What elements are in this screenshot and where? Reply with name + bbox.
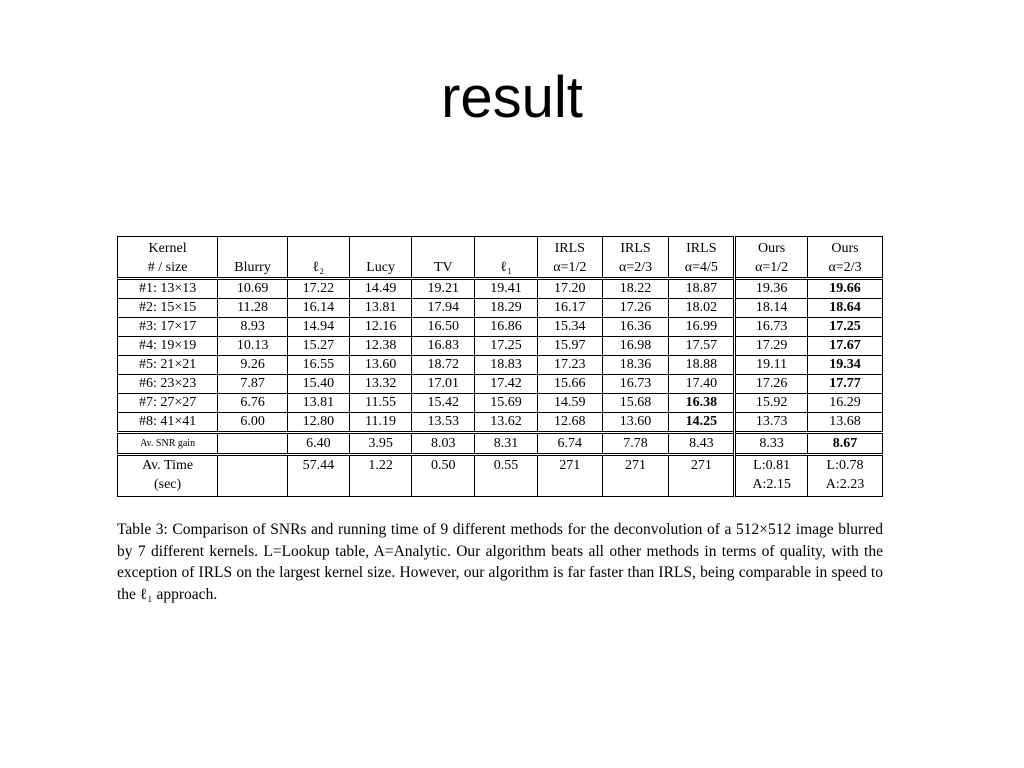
table-cell: 16.73 <box>735 318 808 337</box>
table-cell: 17.23 <box>537 356 602 375</box>
table-cell: 16.55 <box>287 356 349 375</box>
kernel-cell: #6: 23×23 <box>118 375 218 394</box>
table-cell: 16.17 <box>537 299 602 318</box>
table-cell: 13.73 <box>735 413 808 433</box>
kernel-cell: #3: 17×17 <box>118 318 218 337</box>
table-cell: 18.83 <box>475 356 538 375</box>
kernel-cell: #4: 19×19 <box>118 337 218 356</box>
table-cell: 18.02 <box>669 299 735 318</box>
table-cell: 17.29 <box>735 337 808 356</box>
table-cell: 1.22 <box>349 455 412 497</box>
table-cell: 17.94 <box>412 299 475 318</box>
table-row <box>118 337 883 356</box>
snr-gain-row <box>118 433 883 455</box>
table-cell: 14.49 <box>349 279 412 299</box>
kernel-cell: #5: 21×21 <box>118 356 218 375</box>
table-cell: 17.40 <box>669 375 735 394</box>
results-table <box>117 236 883 497</box>
table-cell: 16.98 <box>602 337 669 356</box>
header-kernel: Kernel # / size <box>118 237 218 279</box>
table-cell: 3.95 <box>349 433 412 455</box>
snr-gain-label: Av. SNR gain <box>118 433 218 455</box>
table-cell: 16.29 <box>808 394 883 413</box>
table-cell: 18.29 <box>475 299 538 318</box>
table-cell: 17.67 <box>808 337 883 356</box>
header-ours-two-thirds: Ours α=2/3 <box>808 237 883 279</box>
table-cell: 17.57 <box>669 337 735 356</box>
table-cell: 13.81 <box>349 299 412 318</box>
table-cell: 16.38 <box>669 394 735 413</box>
header-l2: ℓ₂ <box>287 237 349 279</box>
table-cell: 17.25 <box>808 318 883 337</box>
header-l1: ℓ₁ <box>475 237 538 279</box>
table-cell: 271 <box>669 455 735 497</box>
table-cell: 13.53 <box>412 413 475 433</box>
table-cell: 57.44 <box>287 455 349 497</box>
table-cell: 10.69 <box>218 279 288 299</box>
table-cell: 17.20 <box>537 279 602 299</box>
kernel-cell: #7: 27×27 <box>118 394 218 413</box>
table-cell: 15.40 <box>287 375 349 394</box>
table-cell: 16.86 <box>475 318 538 337</box>
table-cell: 12.38 <box>349 337 412 356</box>
table-cell: L:0.81 A:2.15 <box>735 455 808 497</box>
avg-time-label: Av. Time (sec) <box>118 455 218 497</box>
table-cell: 19.21 <box>412 279 475 299</box>
table-cell: 14.25 <box>669 413 735 433</box>
table-cell: 12.68 <box>537 413 602 433</box>
table-cell: 15.42 <box>412 394 475 413</box>
table-row <box>118 356 883 375</box>
table-cell: 15.66 <box>537 375 602 394</box>
table-cell: 16.99 <box>669 318 735 337</box>
table-cell: 18.36 <box>602 356 669 375</box>
table-cell: 18.88 <box>669 356 735 375</box>
table-cell: 8.31 <box>475 433 538 455</box>
table-body <box>118 279 883 433</box>
table-row <box>118 299 883 318</box>
table-cell: 19.11 <box>735 356 808 375</box>
table-cell: 8.43 <box>669 433 735 455</box>
table-cell: 271 <box>602 455 669 497</box>
table-cell: 16.50 <box>412 318 475 337</box>
table-cell: 17.25 <box>475 337 538 356</box>
table-cell: 18.64 <box>808 299 883 318</box>
table-row <box>118 279 883 299</box>
table-cell: 15.69 <box>475 394 538 413</box>
table-cell: 18.22 <box>602 279 669 299</box>
table-cell: 7.78 <box>602 433 669 455</box>
table-cell: 15.27 <box>287 337 349 356</box>
table-cell: 6.00 <box>218 413 288 433</box>
table-cell: 8.33 <box>735 433 808 455</box>
header-lucy: Lucy <box>349 237 412 279</box>
header-ours-half: Ours α=1/2 <box>735 237 808 279</box>
table-cell: 12.16 <box>349 318 412 337</box>
header-irls-half: IRLS α=1/2 <box>537 237 602 279</box>
table-cell: 19.36 <box>735 279 808 299</box>
kernel-cell: #1: 13×13 <box>118 279 218 299</box>
table-cell: 18.14 <box>735 299 808 318</box>
table-cell: 0.55 <box>475 455 538 497</box>
table-cell <box>218 433 288 455</box>
table-cell: 17.77 <box>808 375 883 394</box>
table-row <box>118 413 883 433</box>
header-irls-two-thirds: IRLS α=2/3 <box>602 237 669 279</box>
table-row <box>118 394 883 413</box>
table-cell: 13.62 <box>475 413 538 433</box>
table-cell: 6.74 <box>537 433 602 455</box>
table-cell: 16.73 <box>602 375 669 394</box>
header-tv: TV <box>412 237 475 279</box>
table-cell: 18.87 <box>669 279 735 299</box>
table-cell: 19.66 <box>808 279 883 299</box>
table-cell: 11.28 <box>218 299 288 318</box>
table-cell: 16.36 <box>602 318 669 337</box>
avg-time-row <box>118 455 883 497</box>
table-cell: 18.72 <box>412 356 475 375</box>
table-cell: L:0.78 A:2.23 <box>808 455 883 497</box>
table-cell: 6.76 <box>218 394 288 413</box>
table-row <box>118 318 883 337</box>
table-cell: 19.41 <box>475 279 538 299</box>
table-cell: 17.26 <box>735 375 808 394</box>
table-cell: 13.60 <box>602 413 669 433</box>
table-cell: 15.97 <box>537 337 602 356</box>
table-cell: 15.68 <box>602 394 669 413</box>
table-cell: 13.60 <box>349 356 412 375</box>
table-cell: 9.26 <box>218 356 288 375</box>
table-cell <box>218 455 288 497</box>
table-cell: 16.83 <box>412 337 475 356</box>
table-cell: 13.68 <box>808 413 883 433</box>
table-cell: 7.87 <box>218 375 288 394</box>
table-cell: 14.94 <box>287 318 349 337</box>
header-irls-four-fifths: IRLS α=4/5 <box>669 237 735 279</box>
slide-title: result <box>441 65 583 130</box>
table-cell: 13.32 <box>349 375 412 394</box>
table-cell: 10.13 <box>218 337 288 356</box>
kernel-cell: #2: 15×15 <box>118 299 218 318</box>
results-table-container <box>117 236 883 497</box>
table-cell: 8.93 <box>218 318 288 337</box>
table-cell: 0.50 <box>412 455 475 497</box>
table-cell: 13.81 <box>287 394 349 413</box>
table-cell: 8.03 <box>412 433 475 455</box>
header-blurry: Blurry <box>218 237 288 279</box>
table-cell: 19.34 <box>808 356 883 375</box>
table-caption: Table 3: Comparison of SNRs and running time of 9 different methods for the deconvolution of a 512×512 image blurred by 7 different kernels. L=Lookup table, A=Analytic. Our algorithm beats all other methods in terms of quality, with the exception of IRLS on the largest kernel size. However, our algorithm is far faster than IRLS, being comparable in speed to the ℓ₁ approach. <box>117 521 883 603</box>
table-cell: 14.59 <box>537 394 602 413</box>
table-cell: 17.22 <box>287 279 349 299</box>
table-cell: 17.42 <box>475 375 538 394</box>
table-cell: 17.26 <box>602 299 669 318</box>
table-cell: 17.01 <box>412 375 475 394</box>
table-cell: 16.14 <box>287 299 349 318</box>
table-cell: 11.19 <box>349 413 412 433</box>
table-cell: 8.67 <box>808 433 883 455</box>
table-row <box>118 375 883 394</box>
table-cell: 11.55 <box>349 394 412 413</box>
table-header-row <box>118 237 883 279</box>
table-cell: 15.34 <box>537 318 602 337</box>
table-cell: 6.40 <box>287 433 349 455</box>
table-cell: 15.92 <box>735 394 808 413</box>
kernel-cell: #8: 41×41 <box>118 413 218 433</box>
table-cell: 271 <box>537 455 602 497</box>
table-cell: 12.80 <box>287 413 349 433</box>
